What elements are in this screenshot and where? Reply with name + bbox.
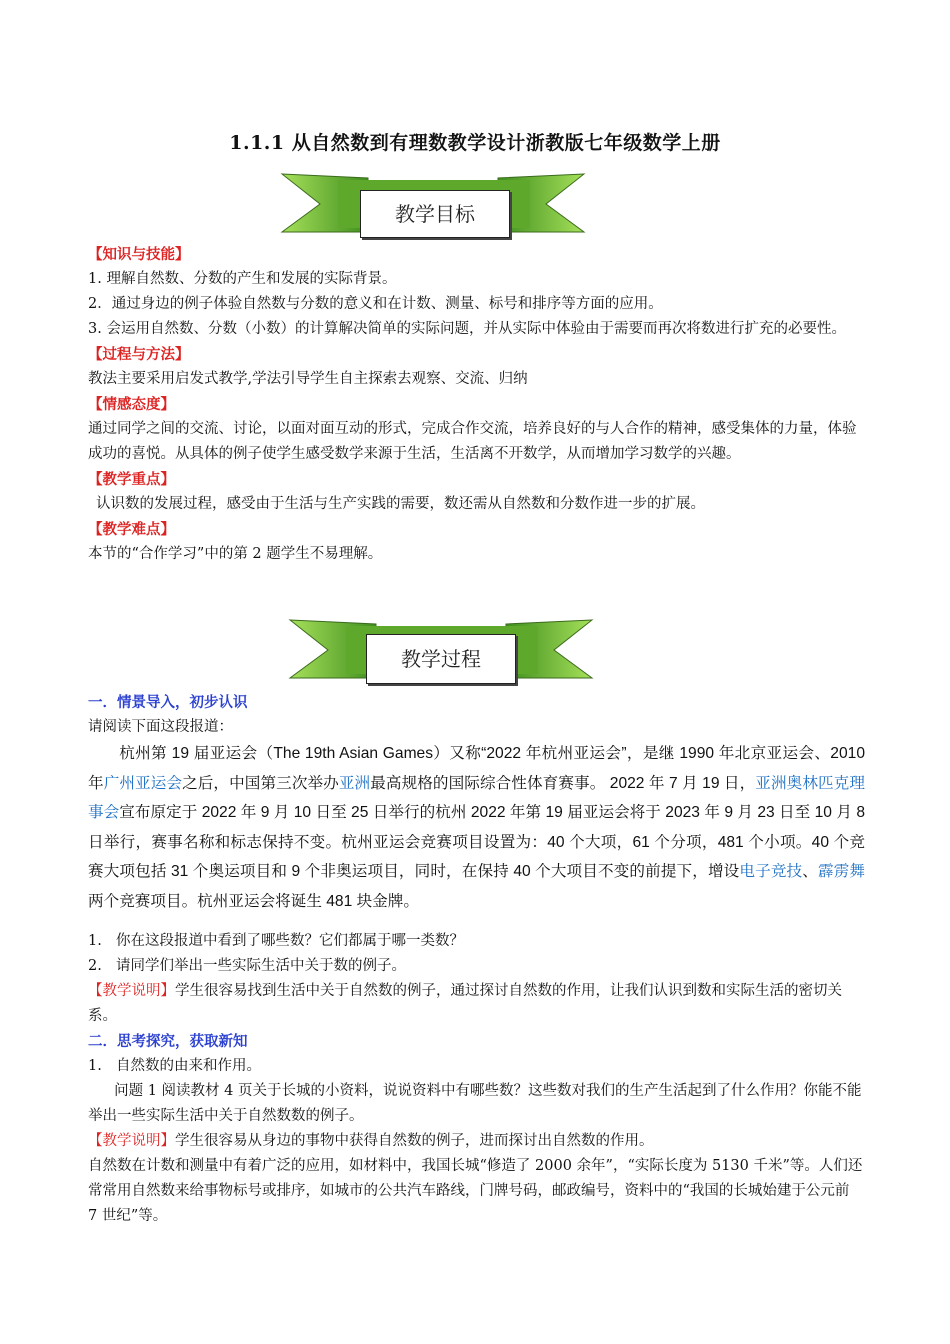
news-text: 杭州第 19 届亚运会（The 19th Asian Games）又称“2022 年杭州亚运会”，是继 1990 年北京亚运会、2010 年 [88, 745, 865, 792]
note-text: 学生很容易找到生活中关于自然数的例子，通过探讨自然数的作用，让我们认识到数和实际生活的密切关系。 [88, 983, 842, 1024]
process-body [88, 929, 863, 1229]
link-esports[interactable]: 电子竞技 [739, 863, 803, 880]
difficulty-text: 本节的“合作学习”中的第 2 题学生不易理解。 [88, 546, 383, 562]
goals-section [88, 242, 863, 567]
heading-key-point: 【教学重点】 [88, 471, 175, 488]
news-text: 最高规格的国际综合性体育赛事。 2022 年 7 月 19 日， [370, 774, 756, 792]
news-text: 、 [802, 863, 818, 880]
process-intro [88, 690, 863, 740]
link-olympic-council-of-asia[interactable]: 亚洲奥林匹克理事会 [88, 774, 865, 821]
process-method-text: 教法主要采用启发式教学,学法引导学生自主探索去观察、交流、归纳 [88, 371, 528, 387]
news-text: 两个竞赛项目。杭州亚运会将诞生 481 块金牌。 [88, 892, 419, 910]
section-heading-2: 二．思考探究，获取新知 [88, 1033, 248, 1050]
section-banner-process [286, 618, 596, 690]
note-text: 学生很容易从身边的事物中获得自然数的例子，进而探讨出自然数的作用。 [175, 1133, 654, 1149]
problem-1: 问题 1 阅读教材 4 页关于长城的小资料，说说资料中有哪些数？这些数对我们的生产生活起到了什么作用？你能不能举出一些实际生活中关于自然数数的例子。 [88, 1083, 862, 1124]
question-item-1 [88, 929, 863, 954]
note-label: 【教学说明】 [88, 983, 175, 999]
news-text: 之后，中国第三次举办 [182, 774, 339, 792]
link-asia[interactable]: 亚洲 [338, 774, 371, 792]
heading-difficulty: 【教学难点】 [88, 521, 175, 538]
heading-attitude: 【情感态度】 [88, 396, 175, 413]
news-report [88, 739, 865, 916]
attitude-text: 通过同学之间的交流、讨论，以面对面互动的形式，完成合作交流，培养良好的与人合作的精神，感受集体的力量，体验成功的喜悦。从具体的例子使学生感受数学来源于生活，生活离不开数学，从而增加学习数学的兴趣。 [88, 421, 857, 462]
news-text: 宣布原定于 2022 年 9 月 10 日至 25 日举行的杭州 2022 年第 19 届亚运会将于 2023 年 9 月 23 日至 10 月 8 日举行，赛事名称和标志保持不变。杭州亚运会竞赛项目设置为：40 个大项，61 个分项，481 个小项。40 个竞赛大项包括 31 个奥运项目和 9 个非奥运项目，同时，在保持 40 个大项目不变的前提下，增设 [88, 804, 865, 880]
list-number: 2. [88, 958, 102, 974]
question-text: 请同学们举出一些实际生活中关于数的例子。 [116, 958, 406, 974]
goal-item-1: 1. 理解自然数、分数的产生和发展的实际背景。 [88, 271, 397, 287]
heading-process: 【过程与方法】 [88, 346, 190, 363]
subsection-text: 自然数的由来和作用。 [116, 1058, 261, 1074]
goal-item-2: 2．通过身边的例子体验自然数与分数的意义和在计数、测量、标号和排序等方面的应用。 [88, 296, 663, 312]
banner-label: 教学目标 [360, 190, 510, 238]
subsection-item-1 [88, 1054, 863, 1079]
question-text: 你在这段报道中看到了哪些数？它们都属于哪一类数？ [116, 933, 464, 949]
page-title: 1.1.1 从自然数到有理数教学设计浙教版七年级数学上册 [229, 132, 721, 154]
goal-item-3: 3. 会运用自然数、分数（小数）的计算解决简单的实际问题，并从实际中体验由于需要而再次将数进行扩充的必要性。 [88, 321, 846, 337]
key-point-text: 认识数的发展过程，感受由于生活与生产实践的需要，数还需从自然数和分数作进一步的扩展。 [96, 496, 705, 512]
intro-text: 请阅读下面这段报道： [88, 719, 233, 735]
note-label: 【教学说明】 [88, 1133, 175, 1149]
list-number: 1. [88, 933, 102, 949]
list-number: 1. [88, 1058, 102, 1074]
teaching-note-2 [88, 1129, 863, 1154]
link-breaking[interactable]: 霹雳舞 [817, 863, 865, 880]
natural-number-explanation: 自然数在计数和测量中有着广泛的应用，如材料中，我国长城“修造了 2000 余年”，“实际长度为 5130 千米”等。人们还常常用自然数来给事物标号或排序，如城市的公共汽车路线，门牌号码，邮政编号，资料中的“我国的长城始建于公元前 7 世纪”等。 [88, 1158, 863, 1224]
section-banner-goals [278, 172, 588, 244]
question-item-2 [88, 954, 863, 979]
link-guangzhou-asian-games[interactable]: 广州亚运会 [103, 774, 183, 792]
section-heading-1: 一．情景导入，初步认识 [88, 694, 248, 711]
heading-knowledge: 【知识与技能】 [88, 246, 190, 263]
teaching-note-1 [88, 979, 863, 1029]
banner-label: 教学过程 [366, 634, 516, 684]
